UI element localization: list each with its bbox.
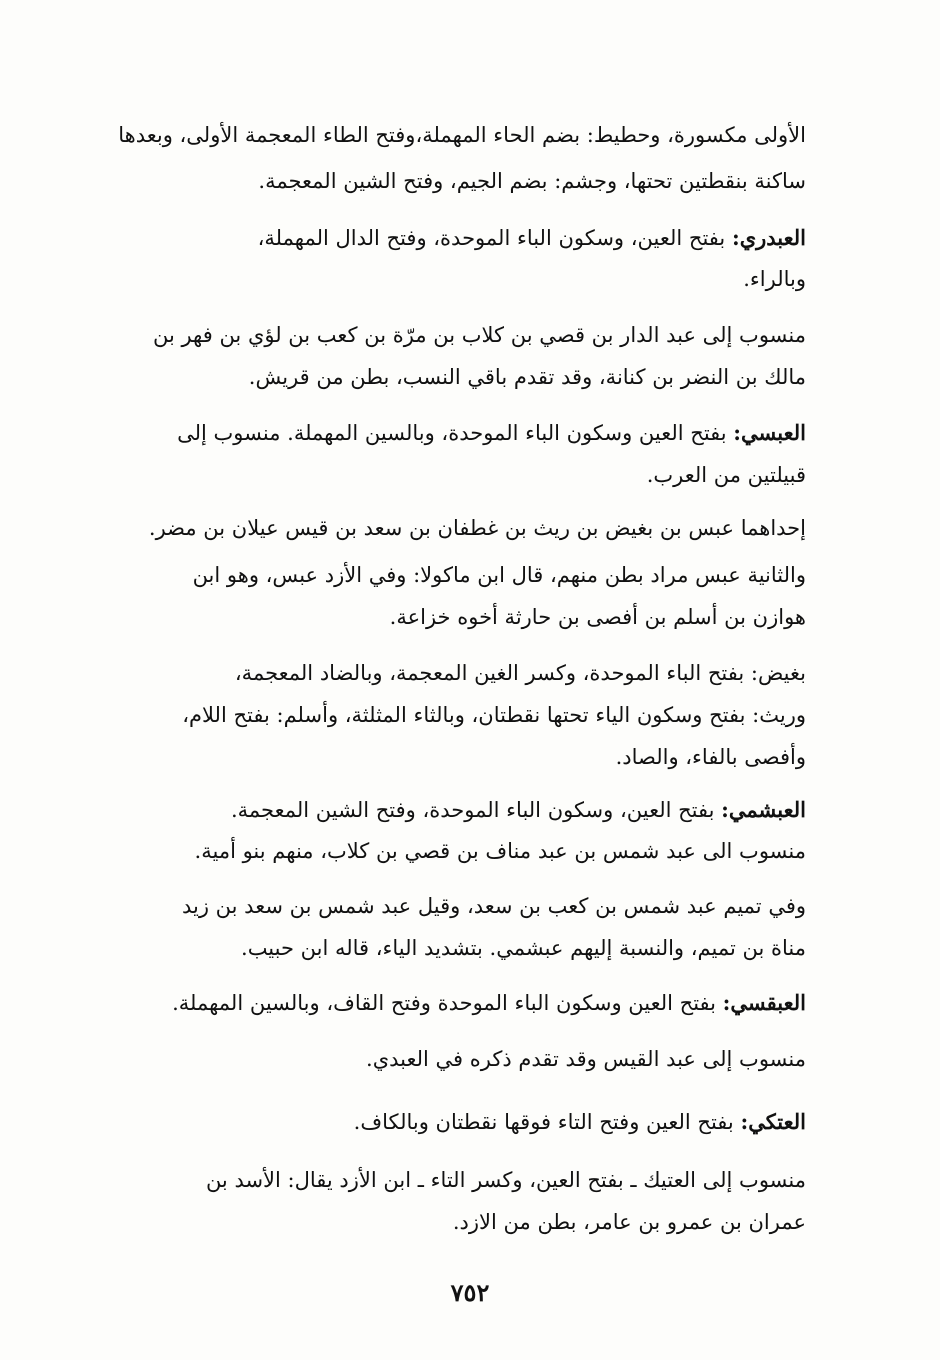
- text-line: [50, 1159, 806, 1201]
- text-line: [50, 356, 806, 398]
- line-text: منسوب إلى عبد الدار بن قصي بن كلاب بن مرّة بن كعب بن لؤي بن فهر بن: [152, 323, 806, 347]
- line-text: ساكنة بنقطتين تحتها، وجشم: بضم الجيم، وفتح الشين المعجمة.: [258, 169, 806, 193]
- entry-term: العبقسي:: [722, 990, 806, 1015]
- page-number: ٧٥٢: [450, 1278, 490, 1307]
- text-line: [50, 554, 806, 596]
- text-line: [50, 736, 806, 778]
- text-line: [50, 652, 806, 694]
- line-text: هوازن بن أسلم بن أفصى بن حارثة أخوه خزاعة.: [389, 605, 806, 629]
- entry-term: العبدري:: [731, 225, 806, 250]
- line-text: إحداهما عبس بن بغيض بن ريث بن غطفان بن سعد بن قيس عيلان بن مضر.: [148, 516, 806, 540]
- text-line: [50, 885, 806, 927]
- text-line: [50, 1101, 806, 1143]
- line-text: وأفصى بالفاء، والصاد.: [615, 745, 806, 769]
- text-line: [50, 830, 806, 872]
- line-text: وبالراء.: [743, 267, 806, 291]
- text-line: [50, 412, 806, 454]
- text-line: [50, 1038, 806, 1080]
- text-line: [50, 694, 806, 736]
- text-line: [50, 160, 806, 202]
- line-text: بغيض: بفتح الباء الموحدة، وكسر الغين المعجمة، وبالضاد المعجمة،: [234, 661, 806, 685]
- line-text: منسوب الى عبد شمس بن عبد مناف بن قصي بن كلاب، منهم بنو أمية.: [194, 839, 806, 863]
- line-text: والثانية عبس مراد بطن منهم، قال ابن ماكولا: وفي الأزد عبس، وهو ابن: [192, 563, 806, 587]
- line-text: وريث: بفتح وسكون الياء تحتها نقطتان، وبالثاء المثلثة، وأسلم: بفتح اللام،: [182, 703, 806, 727]
- line-text: عمران بن عمرو بن عامر، بطن من الازد.: [452, 1210, 806, 1234]
- text-line: [50, 454, 806, 496]
- text-line: [50, 217, 806, 259]
- entry-term: العبشمي:: [721, 797, 806, 822]
- line-text: بفتح العين، وسكون الباء الموحدة، وفتح الدال المهملة،: [257, 226, 732, 250]
- text-line: [50, 596, 806, 638]
- line-text: وفي تميم عبد شمس بن كعب بن سعد، وقيل عبد شمس بن سعد بن زيد: [181, 894, 806, 918]
- text-line: [50, 258, 806, 300]
- line-text: بفتح العين وفتح التاء فوقها نقطتان وبالكاف.: [353, 1110, 741, 1134]
- text-line: [50, 314, 806, 356]
- line-text: مناة بن تميم، والنسبة إليهم عبشمي. بتشديد الياء، قاله ابن حبيب.: [241, 936, 806, 960]
- text-line: [50, 507, 806, 549]
- text-line: [50, 114, 806, 156]
- line-text: قبيلتين من العرب.: [646, 463, 806, 487]
- line-text: بفتح العين، وسكون الباء الموحدة، وفتح الشين المعجمة.: [230, 798, 722, 822]
- line-text: الأولى مكسورة، وحطيط: بضم الحاء المهملة،وفتح الطاء المعجمة الأولى، وبعدها: [118, 123, 806, 147]
- line-text: منسوب إلى عبد القيس وقد تقدم ذكره في العبدي.: [366, 1047, 806, 1071]
- line-text: منسوب إلى العتيك ـ بفتح العين، وكسر التاء ـ ابن الأزد يقال: الأسد بن: [205, 1168, 806, 1192]
- text-line: [50, 789, 806, 831]
- text-line: [50, 927, 806, 969]
- text-line: [50, 982, 806, 1024]
- line-text: مالك بن النضر بن كنانة، وقد تقدم باقي النسب، بطن من قريش.: [248, 365, 806, 389]
- line-text: بفتح العين وسكون الباء الموحدة، وبالسين المهملة. منسوب إلى: [177, 421, 734, 445]
- entry-term: العتكي:: [740, 1109, 806, 1134]
- line-text: بفتح العين وسكون الباء الموحدة وفتح القاف، وبالسين المهملة.: [172, 991, 723, 1015]
- text-line: [50, 1201, 806, 1243]
- entry-term: العبسي:: [733, 420, 806, 445]
